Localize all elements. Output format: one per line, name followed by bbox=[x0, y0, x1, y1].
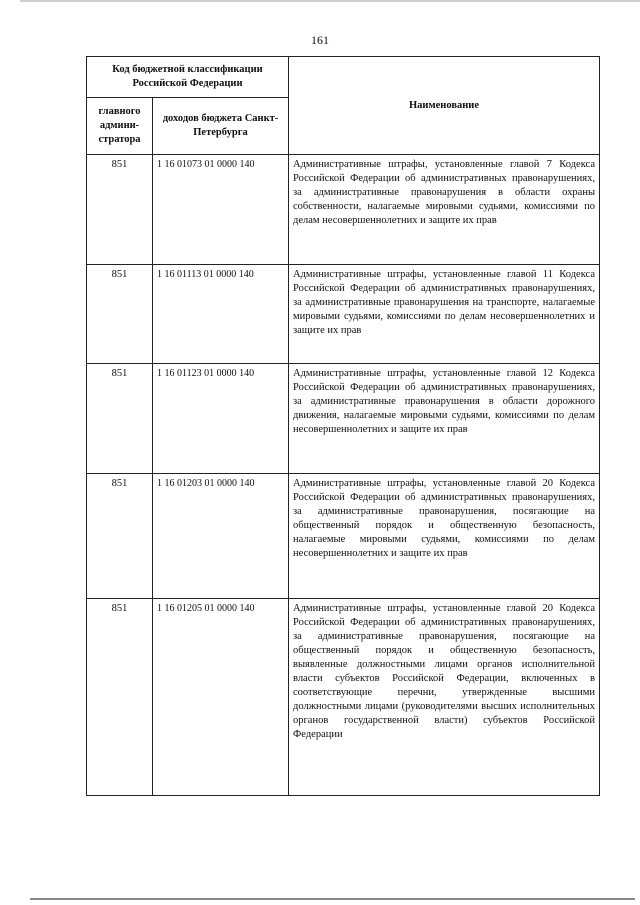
income-code-cell: 1 16 01073 01 0000 140 bbox=[153, 155, 289, 265]
admin-code-cell: 851 bbox=[87, 155, 153, 265]
income-code-cell: 1 16 01205 01 0000 140 bbox=[153, 599, 289, 796]
header-budget-code-group: Код бюджетной классификации Российской Федерации bbox=[87, 57, 289, 98]
table-row bbox=[87, 265, 600, 364]
table-header-row-group bbox=[87, 57, 600, 98]
header-name: Наименование bbox=[289, 57, 600, 155]
description-cell: Административные штрафы, установленные главой 20 Кодекса Российской Федерации об административных правонарушениях, за административные правонарушения, посягающие на общественный порядок и общественную безопасность, выявленные должностными лицами органов исполнительной власти субъектов Российской Федерации, включенных в соответствующие перечни, утвержденные высшими должностными лицами (руководителями высших исполнительных органов государственной власти) субъектов Российской Федерации bbox=[289, 599, 600, 796]
income-code-cell: 1 16 01123 01 0000 140 bbox=[153, 364, 289, 474]
table-row bbox=[87, 155, 600, 265]
page-number: 161 bbox=[311, 33, 329, 47]
description-cell: Административные штрафы, установленные главой 11 Кодекса Российской Федерации об административных правонарушениях, за административные правонарушения на транспорте, налагаемые мировыми судьями, комиссиями по делам несовершеннолетних и защите их прав bbox=[289, 265, 600, 364]
admin-code-cell: 851 bbox=[87, 364, 153, 474]
table-row bbox=[87, 599, 600, 796]
admin-code-cell: 851 bbox=[87, 265, 153, 364]
admin-code-cell: 851 bbox=[87, 474, 153, 599]
header-main-administrator: главного админи-стратора bbox=[87, 98, 153, 155]
income-code-cell: 1 16 01113 01 0000 140 bbox=[153, 265, 289, 364]
income-code-cell: 1 16 01203 01 0000 140 bbox=[153, 474, 289, 599]
budget-classification-table bbox=[86, 56, 600, 796]
description-cell: Административные штрафы, установленные главой 12 Кодекса Российской Федерации об административных правонарушениях, за административные правонарушения в области дорожного движения, налагаемые мировыми судьями, комиссиями по делам несовершеннолетних и защите их прав bbox=[289, 364, 600, 474]
admin-code-cell: 851 bbox=[87, 599, 153, 796]
table-row bbox=[87, 474, 600, 599]
bottom-scan-edge bbox=[30, 898, 635, 900]
table-row bbox=[87, 364, 600, 474]
description-cell: Административные штрафы, установленные главой 20 Кодекса Российской Федерации об административных правонарушениях, за административные правонарушения, посягающие на общественный порядок и общественную безопасность, налагаемые мировыми судьями, комиссиями по делам несовершеннолетних и защите их прав bbox=[289, 474, 600, 599]
description-cell: Административные штрафы, установленные главой 7 Кодекса Российской Федерации об административных правонарушениях, за административные правонарушения в области охраны собственности, налагаемые мировыми судьями, комиссиями по делам несовершеннолетних и защите их прав bbox=[289, 155, 600, 265]
top-scan-edge bbox=[20, 0, 640, 2]
header-spb-budget-income: доходов бюджета Санкт-Петербурга bbox=[153, 98, 289, 155]
